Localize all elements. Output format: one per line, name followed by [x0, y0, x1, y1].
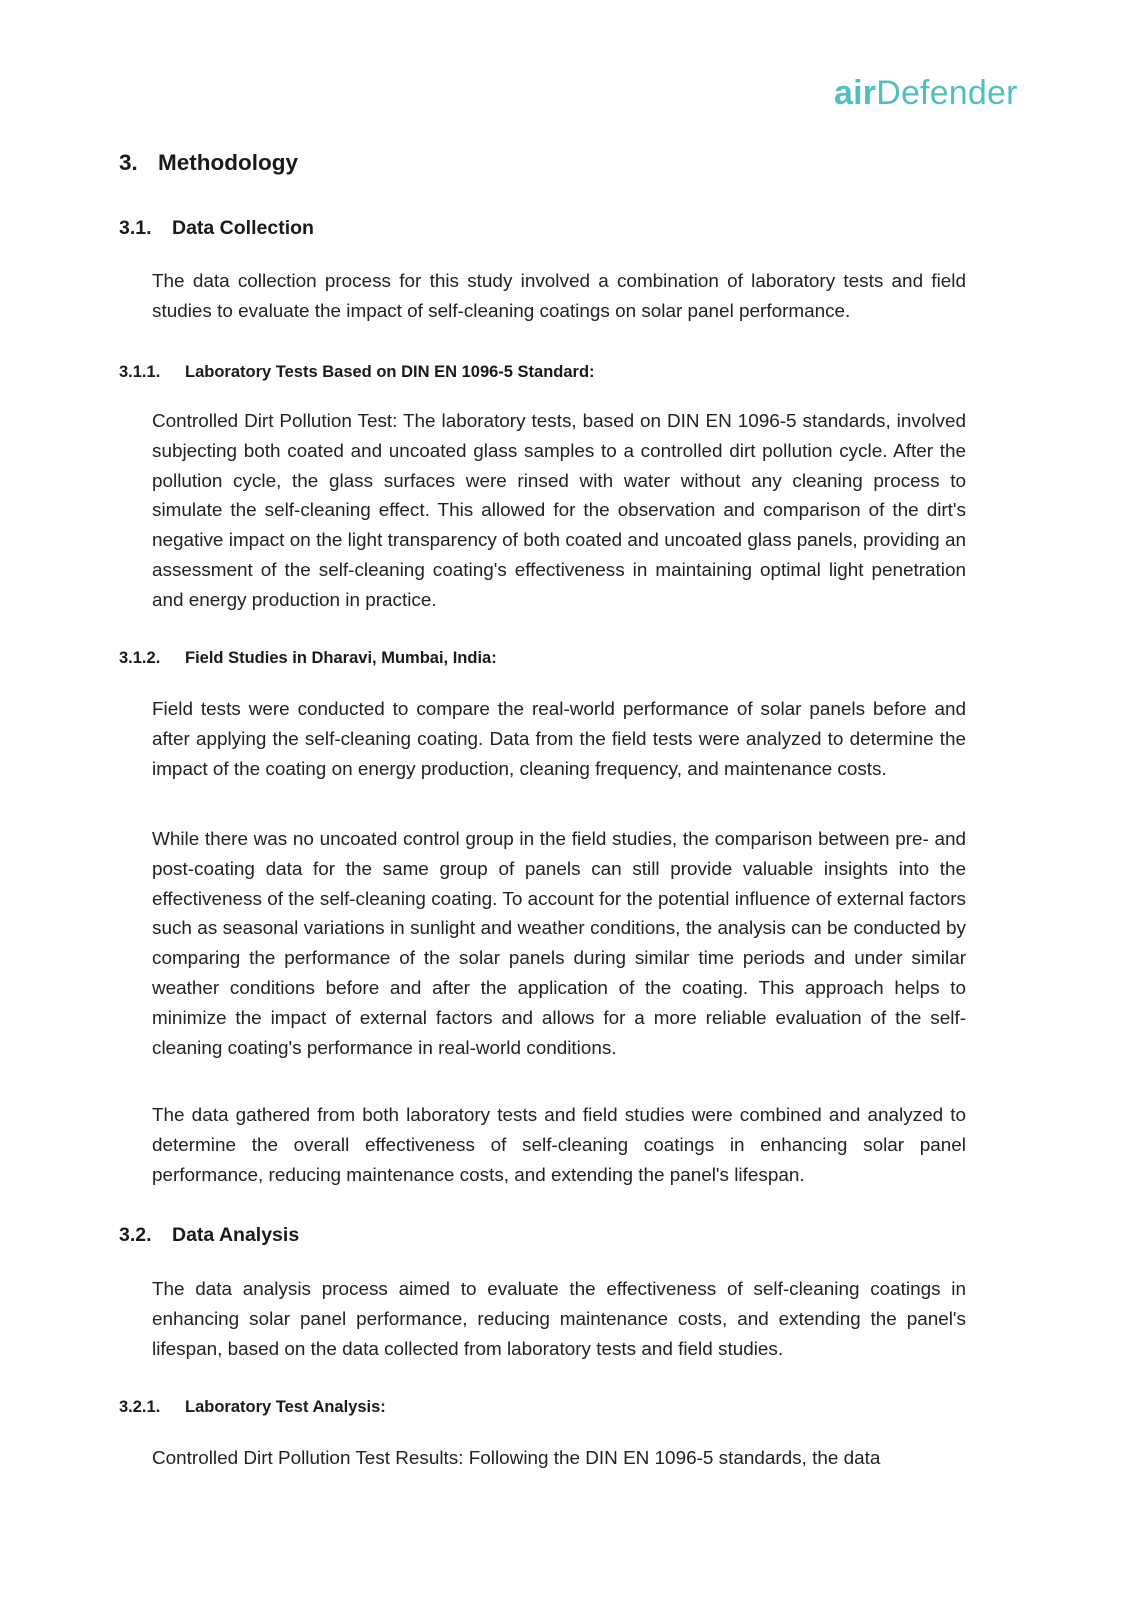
field-studies-paragraph-3: The data gathered from both laboratory tests and field studies were combined and analyzed to determine the overall effectiveness of self-cleaning coatings in enhancing solar panel performance, reducing maintenance costs, and extending the panel's lifespan. [152, 1105, 966, 1186]
heading-data-analysis [119, 1224, 299, 1247]
heading-data-collection [119, 217, 314, 240]
heading-methodology [119, 150, 298, 176]
laboratory-test-analysis-body: Controlled Dirt Pollution Test Results: Following the DIN EN 1096-5 standards, the data [152, 1448, 881, 1469]
heading-number: 3.2. [119, 1224, 152, 1246]
laboratory-tests-body: Controlled Dirt Pollution Test: The laboratory tests, based on DIN EN 1096-5 standards, involved subjecting both coated and uncoated glass samples to a controlled dirt pollution cycle. After the pollution cycle, the glass surfaces were rinsed with water without any cleaning process to simulate the self-cleaning effect. This allowed for the observation and comparison of the dirt's negative impact on the light transparency of both coated and uncoated glass panels, providing an assessment of the self-cleaning coating's effectiveness in maintaining optimal light penetration and energy production in practice. [152, 411, 966, 611]
heading-number: 3.1.2. [119, 649, 161, 667]
heading-number: 3. [119, 150, 138, 175]
logo-defender-text: Defender [876, 74, 1018, 112]
data-analysis-intro: The data analysis process aimed to evaluate the effectiveness of self-cleaning coatings in enhancing solar panel performance, reducing maintenance costs, and extending the panel's lifespan, based on the data collected from laboratory tests and field studies. [152, 1279, 966, 1360]
field-studies-paragraph-2: While there was no uncoated control group in the field studies, the comparison between pre- and post-coating data for the same group of panels can still provide valuable insights into the effectiveness of the self-cleaning coating. To account for the potential influence of external factors such as seasonal variations in sunlight and weather conditions, the analysis can be conducted by comparing the performance of the solar panels during similar time periods and under similar weather conditions before and after the application of the coating. This approach helps to minimize the impact of external factors and allows for a more reliable evaluation of the self-cleaning coating's performance in real-world conditions. [152, 829, 966, 1059]
heading-title: Laboratory Test Analysis: [185, 1398, 386, 1416]
heading-laboratory-test-analysis [119, 1398, 386, 1417]
logo-air-text: air [834, 74, 877, 112]
data-collection-intro: The data collection process for this study involved a combination of laboratory tests and field studies to evaluate the impact of self-cleaning coatings on solar panel performance. [152, 271, 966, 322]
heading-title: Methodology [158, 150, 298, 175]
heading-number: 3.1.1. [119, 363, 161, 381]
heading-field-studies [119, 649, 497, 668]
heading-number: 3.1. [119, 217, 152, 239]
heading-laboratory-tests [119, 363, 595, 382]
field-studies-paragraph-1: Field tests were conducted to compare the real-world performance of solar panels before and after applying the self-cleaning coating. Data from the field tests were analyzed to determine the impact of the coating on energy production, cleaning frequency, and maintenance costs. [152, 699, 966, 780]
heading-title: Laboratory Tests Based on DIN EN 1096-5 Standard: [185, 363, 595, 381]
heading-title: Data Analysis [172, 1224, 300, 1246]
airdefender-logo [834, 74, 1018, 113]
heading-number: 3.2.1. [119, 1398, 161, 1416]
heading-title: Data Collection [172, 217, 314, 239]
heading-title: Field Studies in Dharavi, Mumbai, India: [185, 649, 497, 667]
